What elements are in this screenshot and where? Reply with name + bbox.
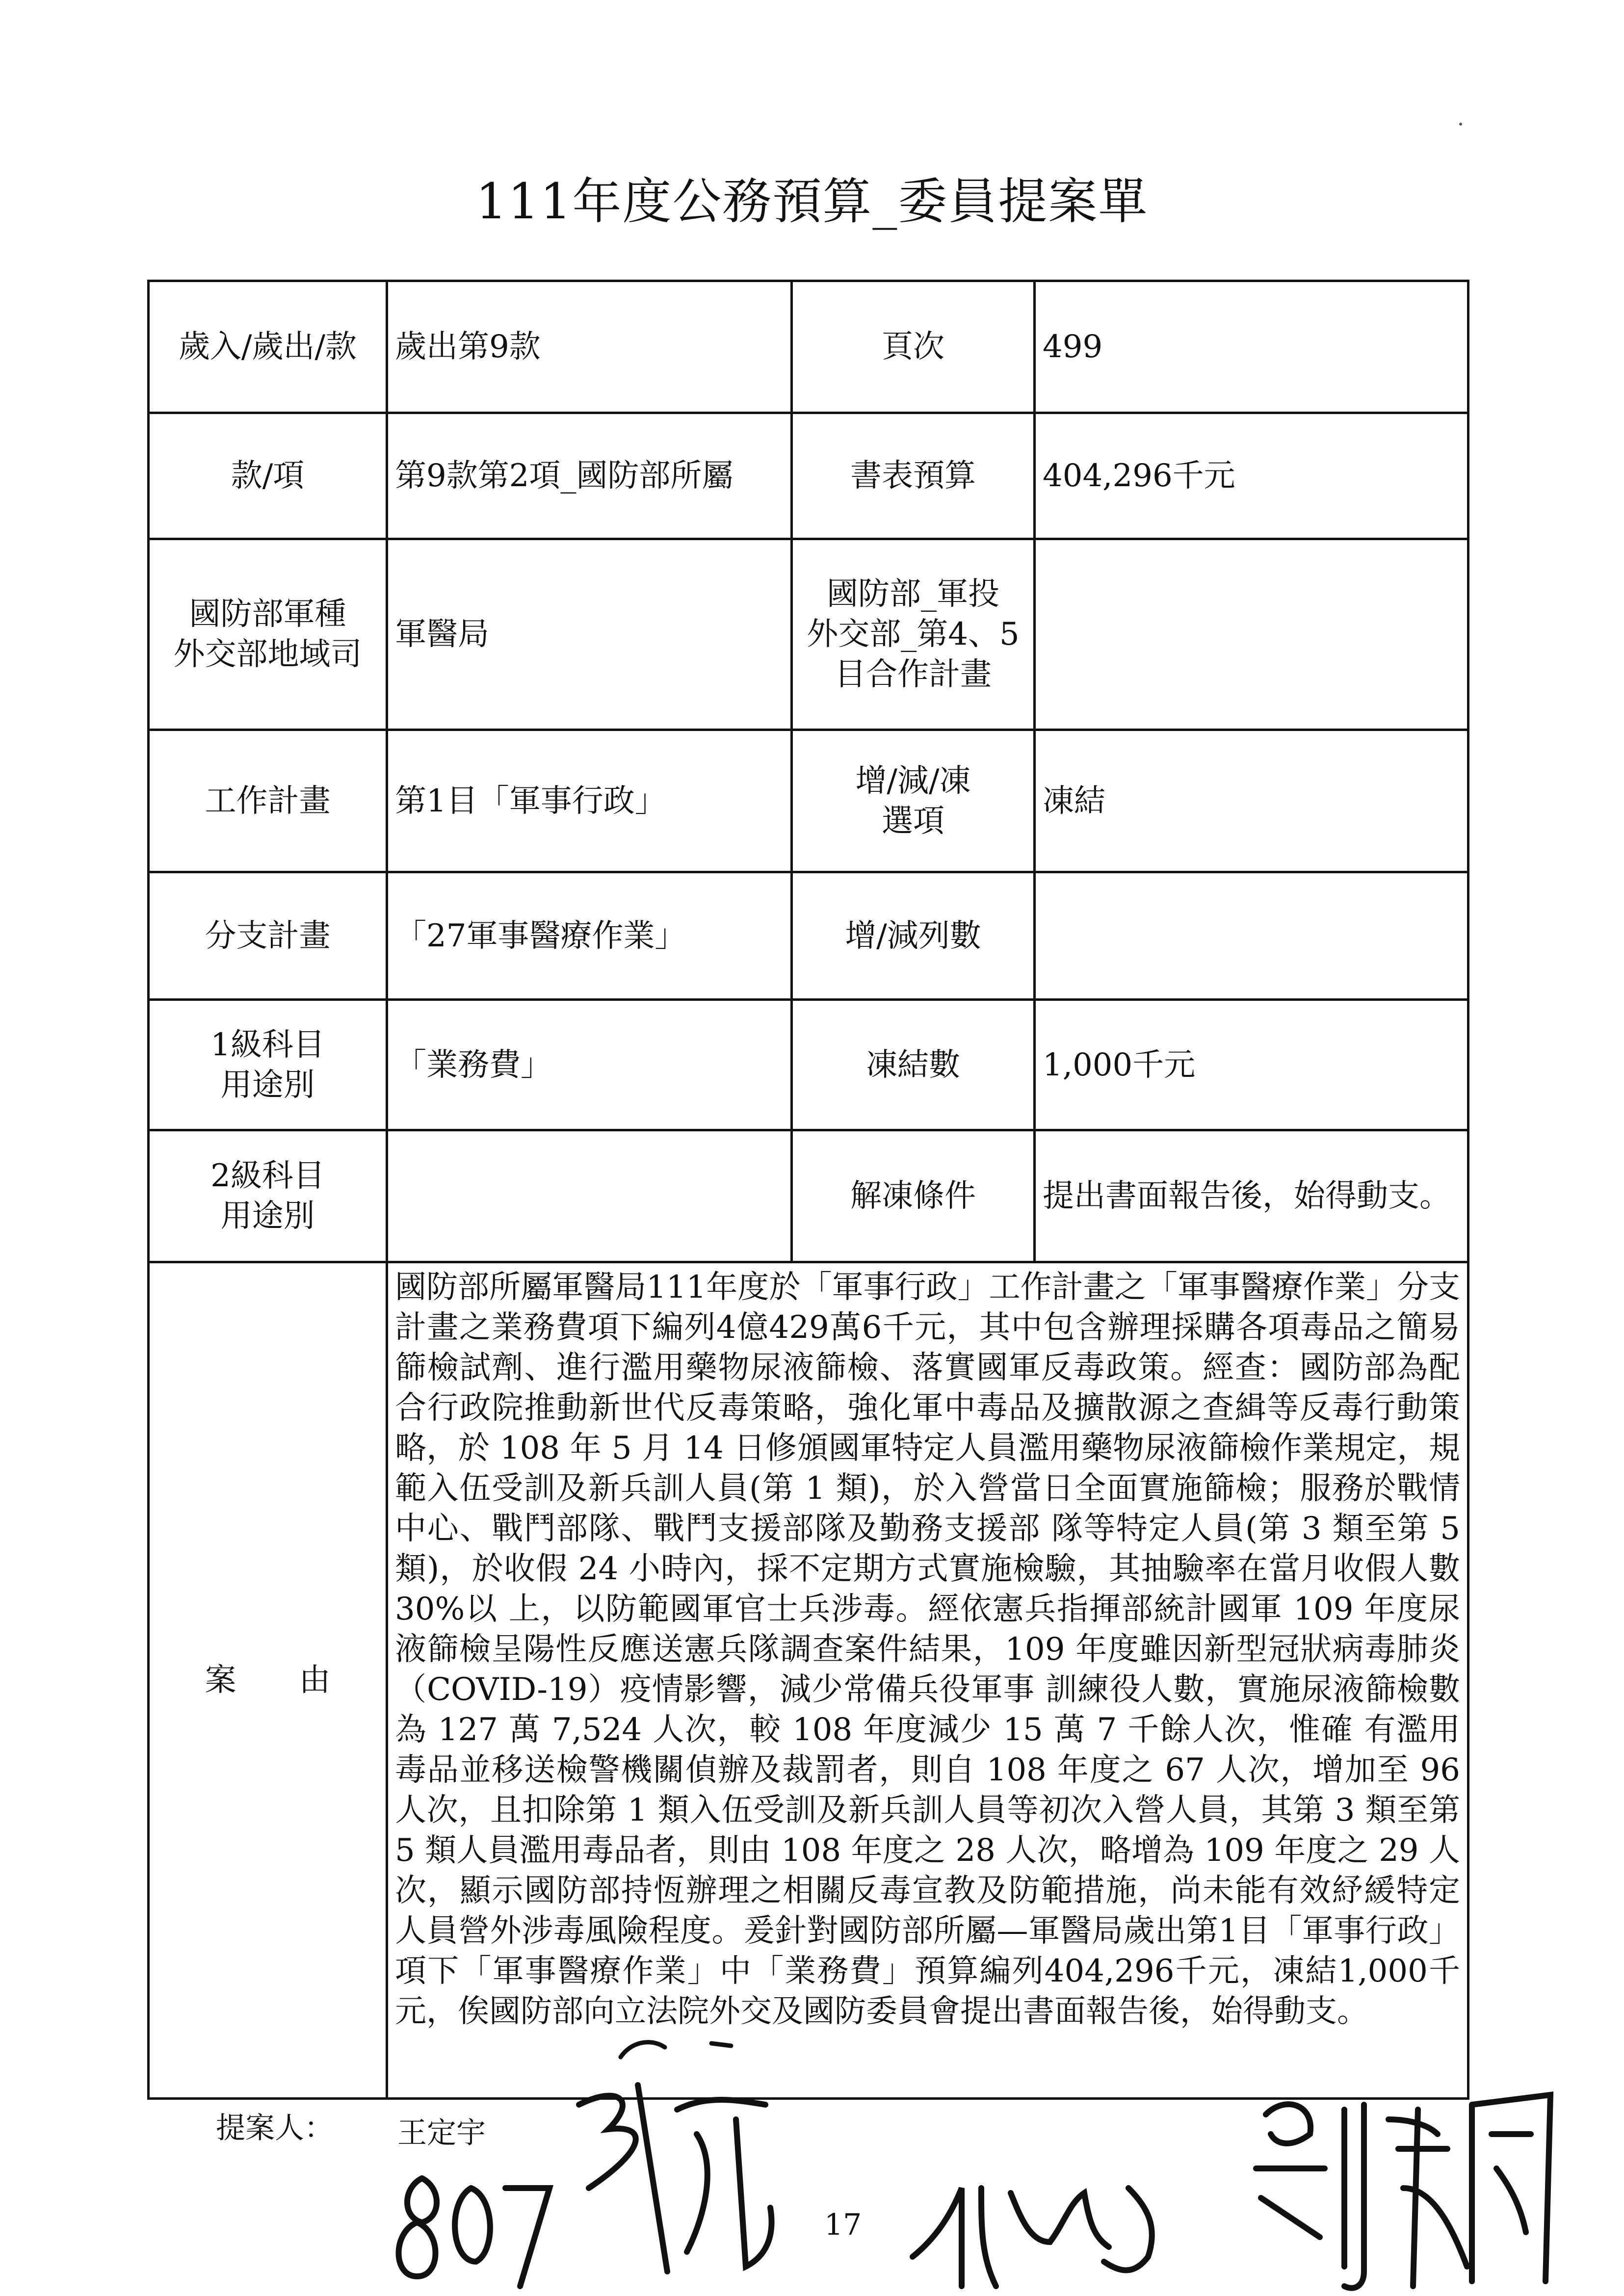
field-value: 1,000千元 (1035, 1000, 1468, 1130)
field-value: 499 (1035, 281, 1468, 413)
signature-3-liu-jianguo (1256, 2095, 1550, 2288)
field-label: 頁次 (792, 281, 1035, 413)
field-value: 提出書面報告後，始得動支。 (1035, 1130, 1468, 1262)
field-value: 第1目「軍事行政」 (387, 730, 792, 872)
field-value: 歲出第9款 (387, 281, 792, 413)
reason-label: 案 由 (149, 1262, 387, 2099)
proposer-name: 王定宇 (397, 2116, 486, 2150)
field-label: 款/項 (149, 413, 387, 539)
proposer-label: 提案人： (216, 2111, 334, 2145)
field-value: 第9款第2項_國防部所屬 (387, 413, 792, 539)
field-label: 解凍條件 (792, 1130, 1035, 1262)
field-label: 增/減/凍 選項 (792, 730, 1035, 872)
field-value: 404,296千元 (1035, 413, 1468, 539)
field-label: 凍結數 (792, 1000, 1035, 1130)
field-value: 「業務費」 (387, 1000, 792, 1130)
page-number: 17 (824, 2208, 862, 2242)
field-label: 增/減列數 (792, 872, 1035, 1000)
field-value: 軍醫局 (387, 539, 792, 730)
field-value: 「27軍事醫療作業」 (387, 872, 792, 1000)
signature-2 (913, 2188, 1152, 2286)
field-label: 工作計畫 (149, 730, 387, 872)
reason-text: 國防部所屬軍醫局111年度於「軍事行政」工作計畫之「軍事醫療作業」分支計畫之業務費項下編列4億429萬6千元，其中包含辦理採購各項毒品之簡易篩檢試劑、進行濫用藥物尿液篩檢、落實國軍反毒政策。經查：國防部為配合行政院推動新世代反毒策略，強化軍中毒品及擴散源之查緝等反毒行動策 略，於 108 年 5 月 14 日修頒國軍特定人員濫用藥物尿液篩檢作業規定，規範入伍受訓及新兵訓人員(第 1 類)，於入營當日全面實施篩檢；服務於戰情中心、戰鬥部隊、戰鬥支援部隊及勤務支援部 隊等特定人員(第 3 類至第 5 類)，於收假 24 小時內，採不定期方式實施檢驗，其抽驗率在當月收假人數 30%以 上，以防範國軍官士兵涉毒。經依憲兵指揮部統計國軍 109 年度尿液篩檢呈陽性反應送憲兵隊調查案件結果，109 年度雖因新型冠狀病毒肺炎（COVID-19）疫情影響，減少常備兵役軍事 訓練役人數，實施尿液篩檢數為 127 萬 7,524 人次，較 108 年度減少 15 萬 7 千餘人次，惟確 有濫用毒品並移送檢警機關偵辦及裁罰者，則自 108 年度之 67 人次，增加至 96 人次，且扣除第 1 類入伍受訓及新兵訓人員等初次入營人員，其第 3 類至第 5 類人員濫用毒品者，則由 108 年度之 28 人次，略增為 109 年度之 29 人次，顯示國防部持恆辦理之相關反毒宣教及防範措施，尚未能有效紓緩特定人員營外涉毒風險程度。爰針對國防部所屬—軍醫局歲出第1目「軍事行政」項下「軍事醫療作業」中「業務費」預算編列404,296千元，凍結1,000千元，俟國防部向立法院外交及國防委員會提出書面報告後，始得動支。 (387, 1262, 1468, 2099)
field-label: 1級科目 用途別 (149, 1000, 387, 1130)
field-label: 2級科目 用途別 (149, 1130, 387, 1262)
field-value: 凍結 (1035, 730, 1468, 872)
signature-1 (579, 2085, 772, 2271)
field-label: 書表預算 (792, 413, 1035, 539)
signature-stroke-near-text (621, 2042, 731, 2057)
signature-number-807 (399, 2178, 550, 2286)
field-label: 歲入/歲出/款 (149, 281, 387, 413)
field-label: 國防部_軍投 外交部_第4、5 目合作計畫 (792, 539, 1035, 730)
field-label: 分支計畫 (149, 872, 387, 1000)
field-label: 國防部軍種 外交部地域司 (149, 539, 387, 730)
page-title: 111年度公務預算_委員提案單 (475, 173, 1149, 230)
